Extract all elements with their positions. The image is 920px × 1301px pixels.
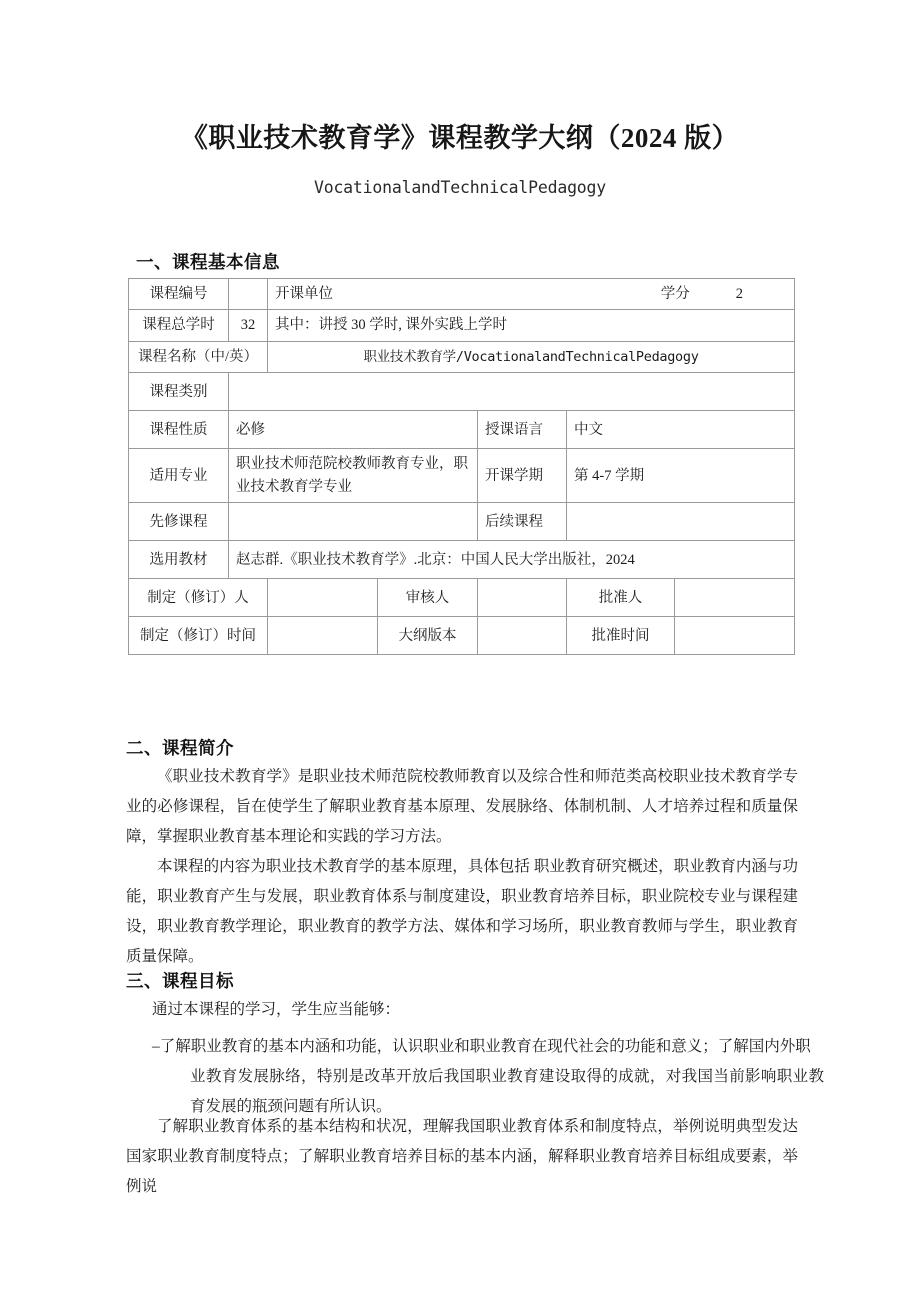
objective-item-1-first-line: –了解职业教育的基本内涵和功能，认识职业和职业教育在现代社会的功能和意义；了解国内外职: [152, 1038, 811, 1055]
table-row-prereq: [129, 503, 795, 541]
value-version[interactable]: [478, 617, 567, 655]
value-hours-detail: 其中：讲授 30 学时, 课外实践上学时: [268, 310, 795, 341]
value-write-date[interactable]: [268, 617, 378, 655]
label-write-date: 制定（修订）时间: [129, 617, 268, 655]
value-nature: 必修: [229, 411, 478, 449]
table-row-nature: [129, 411, 795, 449]
cell-offering-unit-credit: [268, 279, 795, 310]
label-course-name: 课程名称（中/英）: [129, 341, 268, 372]
table-row-category: [129, 373, 795, 411]
label-followup: 后续课程: [478, 503, 567, 541]
value-language: 中文: [567, 411, 795, 449]
table-row-course-code: [129, 279, 795, 310]
label-term: 开课学期: [478, 449, 567, 503]
value-credit: 2: [735, 286, 744, 302]
label-version: 大纲版本: [378, 617, 478, 655]
table-row-majors: [129, 449, 795, 503]
value-majors: 职业技术师范院校教师教育专业，职业技术教育学专业: [229, 449, 478, 503]
label-writer: 制定（修订）人: [129, 579, 268, 617]
label-majors: 适用专业: [129, 449, 229, 503]
objective-item-1-continuation: 业教育发展脉络，特别是改革开放后我国职业教育建设取得的成就，对我国当前影响职业教育发展的瓶颈问题有所认识。: [190, 1068, 824, 1115]
course-intro-paragraph-1: 《职业技术教育学》是职业技术师范院校教师教育以及综合性和师范类高校职业技术教育学专业的必修课程，旨在使学生了解职业教育基本原理、发展脉络、体制机制、人才培养过程和质量保障，掌握职业教育基本理论和实践的学习方法。: [126, 768, 798, 845]
section-heading-course-objectives: 三、课程目标: [126, 971, 234, 991]
table-row-textbook: [129, 541, 795, 579]
value-approver[interactable]: [675, 579, 795, 617]
objective-item-2: 了解职业教育体系的基本结构和状况，理解我国职业教育体系和制度特点，举例说明典型发达国家职业教育制度特点；了解职业教育培养目标的基本内涵，解释职业教育培养目标组成要素，举例说: [126, 1118, 798, 1195]
label-credit: 学分: [660, 286, 690, 302]
value-approve-date[interactable]: [675, 617, 795, 655]
value-writer[interactable]: [268, 579, 378, 617]
label-course-code: 课程编号: [129, 279, 229, 310]
objectives-lead-text: 通过本课程的学习，学生应当能够：: [152, 1001, 401, 1018]
label-language: 授课语言: [478, 411, 567, 449]
label-total-hours: 课程总学时: [129, 310, 229, 341]
objective-item-1: [126, 1032, 824, 1122]
value-category[interactable]: [229, 373, 795, 411]
value-prereq[interactable]: [229, 503, 478, 541]
value-followup[interactable]: [567, 503, 795, 541]
label-reviewer: 审核人: [378, 579, 478, 617]
table-row-total-hours: [129, 310, 795, 341]
page-subtitle: VocationalandTechnicalPedagogy: [313, 178, 606, 198]
value-course-name: 职业技术教育学/VocationalandTechnicalPedagogy: [268, 341, 795, 372]
label-approver: 批准人: [567, 579, 675, 617]
value-textbook: 赵志群.《职业技术教育学》.北京：中国人民大学出版社，2024: [229, 541, 795, 579]
value-course-code[interactable]: [229, 279, 268, 310]
label-nature: 课程性质: [129, 411, 229, 449]
table-row-course-name: [129, 341, 795, 372]
label-offering-unit: 开课单位: [275, 286, 333, 302]
label-textbook: 选用教材: [129, 541, 229, 579]
label-prereq: 先修课程: [129, 503, 229, 541]
section-heading-basic-info: 一、课程基本信息: [136, 252, 280, 272]
value-reviewer[interactable]: [478, 579, 567, 617]
value-term: 第 4-7 学期: [567, 449, 795, 503]
value-total-hours: 32: [229, 310, 268, 341]
table-row-authors: [129, 579, 795, 617]
label-approve-date: 批准时间: [567, 617, 675, 655]
table-row-dates: [129, 617, 795, 655]
label-category: 课程类别: [129, 373, 229, 411]
course-basic-info-table: [128, 278, 795, 655]
course-intro-paragraph-2: 本课程的内容为职业技术教育学的基本原理，具体包括 职业教育研究概述，职业教育内涵与功能，职业教育产生与发展，职业教育体系与制度建设，职业教育培养目标，职业院校专业与课程建设，职业教育教学理论，职业教育的教学方法、媒体和学习场所，职业教育教师与学生，职业教育质量保障。: [126, 858, 798, 965]
page-title: 《职业技术教育学》课程教学大纲（2024 版）: [180, 123, 740, 153]
section-heading-course-intro: 二、课程简介: [126, 738, 234, 758]
